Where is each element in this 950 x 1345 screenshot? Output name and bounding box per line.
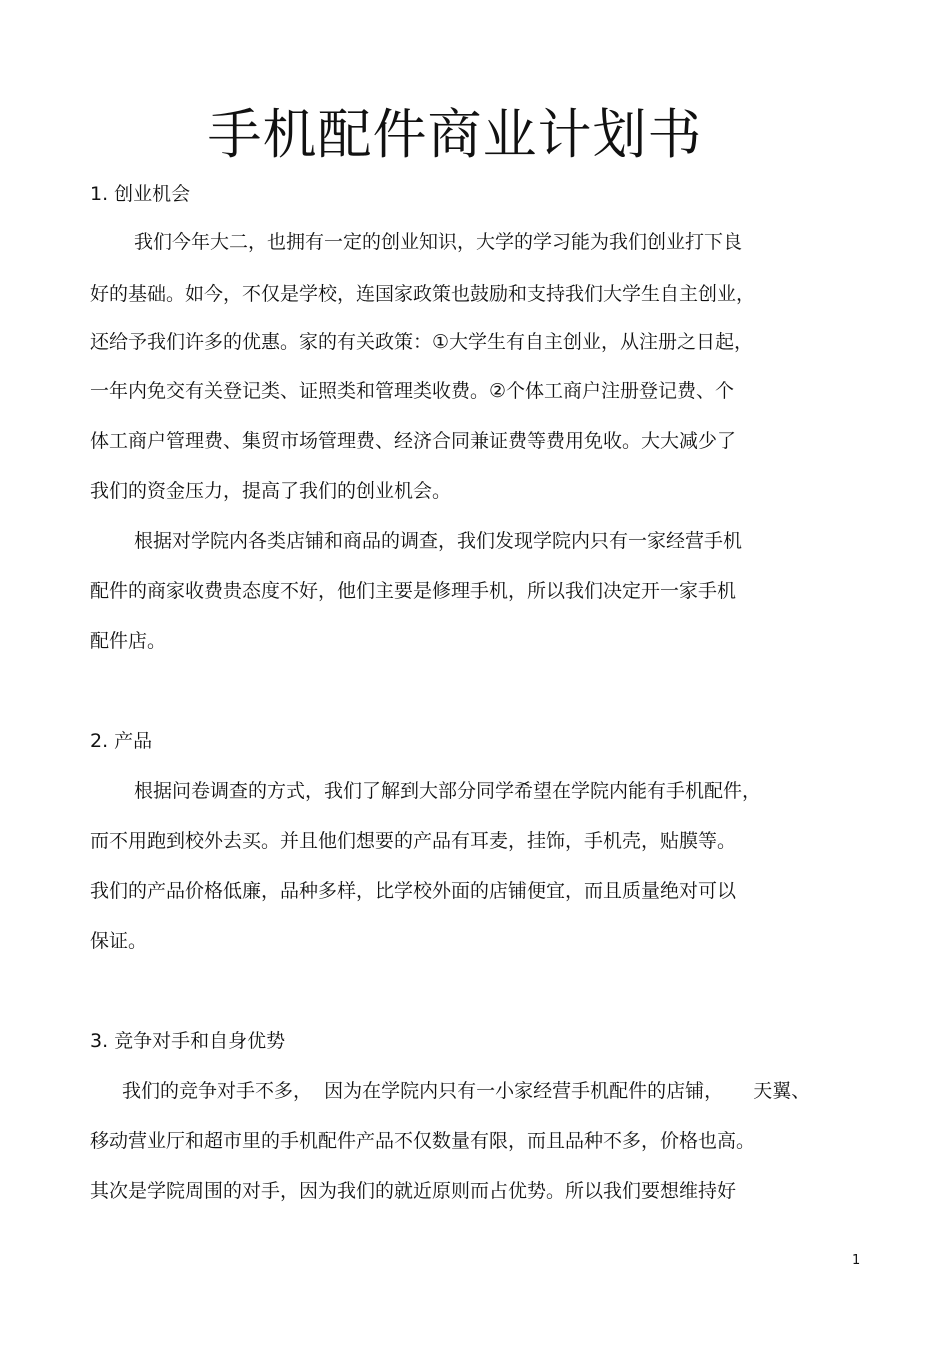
section-heading: 2. 产品 [90,730,153,752]
paragraph-line: 还给予我们许多的优惠。家的有关政策：①大学生有自主创业，从注册之日起， [90,331,754,353]
paragraph-line: 配件店。 [90,630,167,652]
paragraph-line: 我们的产品价格低廉，品种多样，比学校外面的店铺便宜，而且质量绝对可以 [90,880,737,902]
document-title: 手机配件商业计划书 [207,103,703,166]
paragraph-line: 其次是学院周围的对手，因为我们的就近原则而占优势。所以我们要想维持好 [90,1180,737,1202]
paragraph-line: 而不用跑到校外去买。并且他们想要的产品有耳麦，挂饰，手机壳，贴膜等。 [90,830,737,852]
paragraph-line: 配件的商家收费贵态度不好，他们主要是修理手机，所以我们决定开一家手机 [90,580,737,602]
section-heading: 3. 竞争对手和自身优势 [90,1030,286,1052]
paragraph-line: 移动营业厅和超市里的手机配件产品不仅数量有限，而且品种不多，价格也高。 [90,1130,756,1152]
paragraph-line: 体工商户管理费、集贸市场管理费、经济合同兼证费等费用免收。大大减少了 [90,430,737,452]
section-heading: 1. 创业机会 [90,183,191,205]
paragraph-line: 保证。 [90,930,148,952]
paragraph-line: 我们的资金压力，提高了我们的创业机会。 [90,480,452,502]
page-number: 1 [852,1253,861,1268]
paragraph-line: 根据问卷调查的方式，我们了解到大部分同学希望在学院内能有手机配件， [134,780,762,802]
paragraph-line: 根据对学院内各类店铺和商品的调查，我们发现学院内只有一家经营手机 [134,530,743,552]
paragraph-line: 一年内免交有关登记类、证照类和管理类收费。②个体工商户注册登记费、个 [90,380,735,402]
paragraph-line: 我们的竞争对手不多， 因为在学院内只有一小家经营手机配件的店铺， 天翼、 [122,1080,811,1102]
paragraph-line: 我们今年大二，也拥有一定的创业知识，大学的学习能为我们创业打下良 [134,231,743,253]
paragraph-line: 好的基础。如今，不仅是学校，连国家政策也鼓励和支持我们大学生自主创业， [90,283,756,305]
